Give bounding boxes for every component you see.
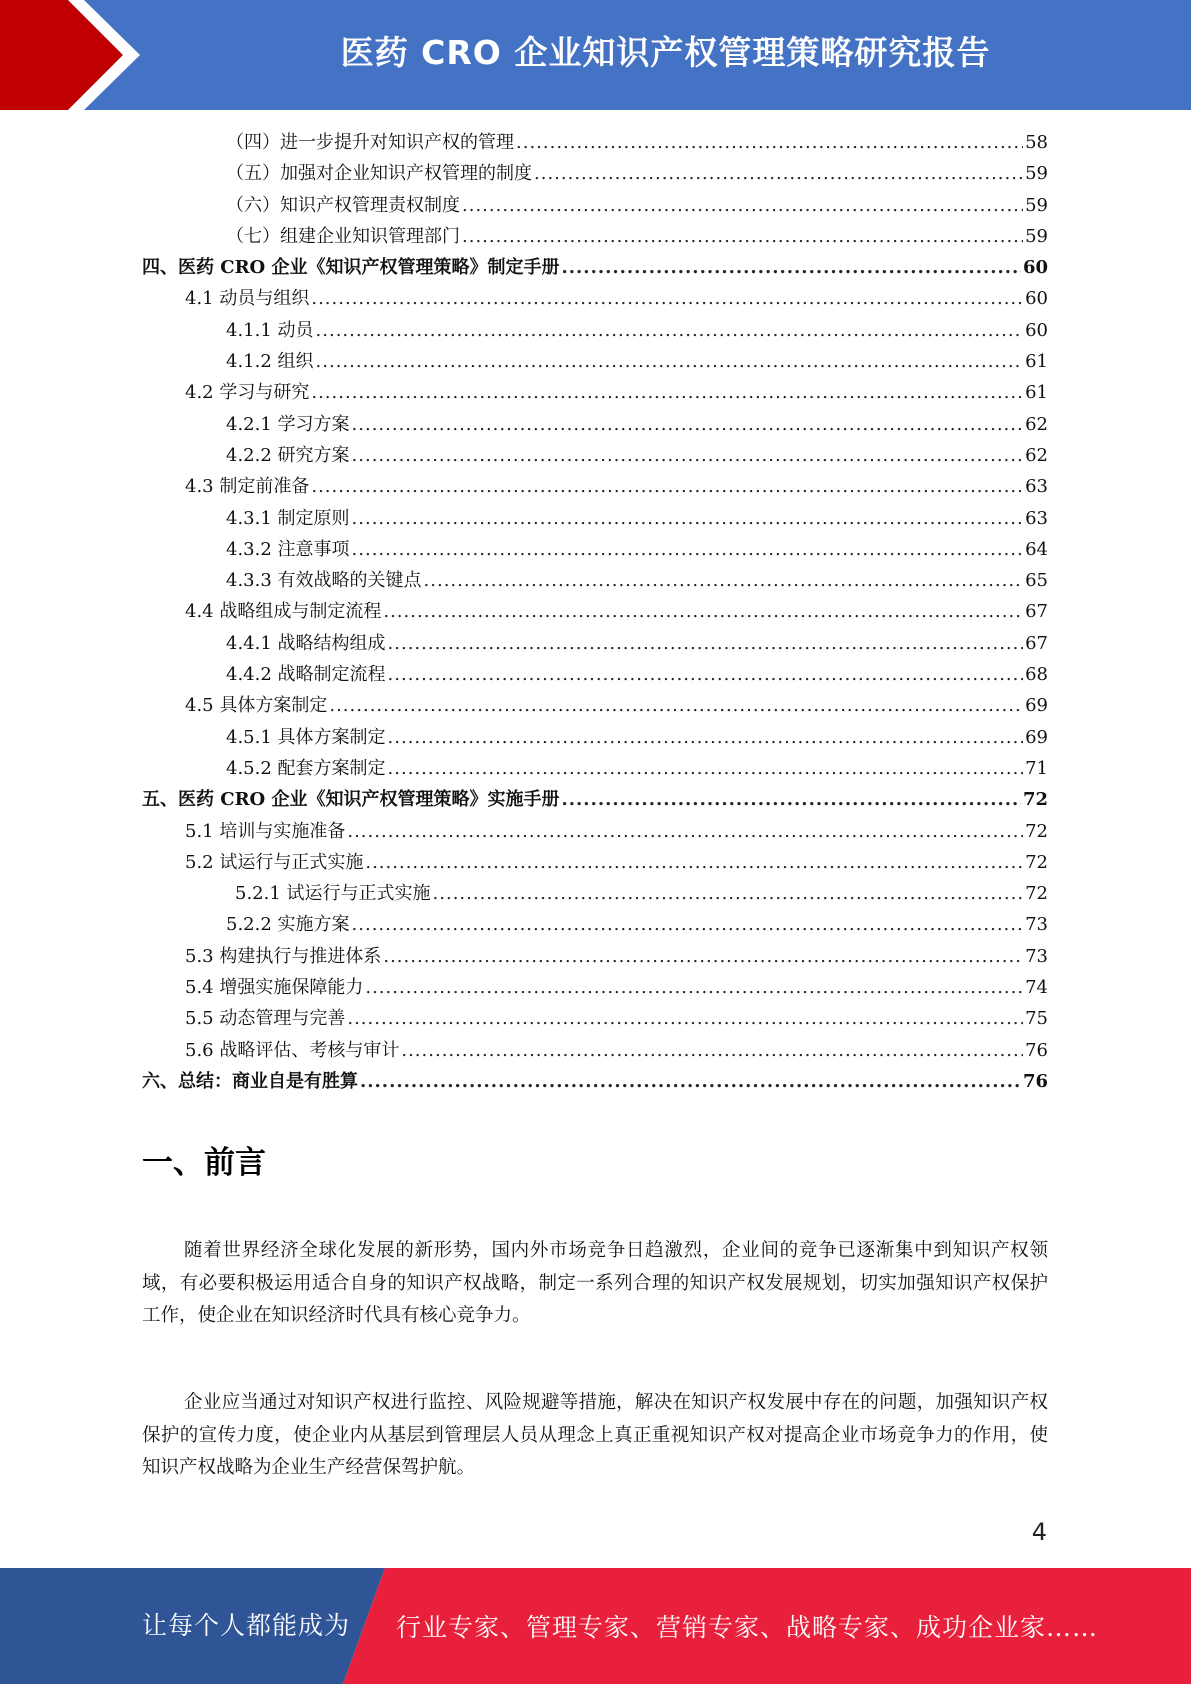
toc-entry-label: 五、医药 CRO 企业《知识产权管理策略》实施手册 (142, 789, 560, 811)
toc-dot-leader (462, 195, 1023, 216)
toc-dot-leader (534, 163, 1023, 184)
toc-dot-leader (462, 226, 1023, 247)
toc-entry-label: 5.2 试运行与正式实施 (185, 851, 364, 873)
toc-entry-label: 5.2.1 试运行与正式实施 (235, 883, 431, 905)
toc-entry[interactable] (142, 472, 1048, 503)
toc-entry-label: 4.5.2 配套方案制定 (226, 757, 386, 779)
toc-entry[interactable] (142, 128, 1048, 159)
toc-entry-page: 59 (1025, 194, 1048, 216)
toc-dot-leader (365, 977, 1023, 998)
toc-dot-leader (316, 351, 1024, 372)
toc-entry-page: 73 (1025, 914, 1048, 936)
toc-dot-leader (365, 852, 1023, 873)
toc-entry-page: 76 (1025, 1039, 1048, 1061)
toc-dot-leader (388, 633, 1024, 654)
toc-entry-label: 5.2.2 实施方案 (226, 914, 350, 936)
toc-entry[interactable] (142, 817, 1048, 848)
toc-entry-label: 4.2.1 学习方案 (226, 413, 350, 435)
toc-entry-page: 69 (1025, 695, 1048, 717)
toc-entry-page: 59 (1025, 225, 1048, 247)
toc-entry-label: 5.5 动态管理与完善 (185, 1008, 346, 1030)
toc-entry-page: 60 (1025, 288, 1048, 310)
toc-entry-label: 4.5.1 具体方案制定 (226, 726, 386, 748)
toc-entry-page: 59 (1025, 163, 1048, 185)
toc-dot-leader (388, 758, 1024, 779)
toc-entry-label: 六、总结：商业自是有胜算 (142, 1070, 358, 1092)
toc-entry-label: 4.1 动员与组织 (185, 288, 310, 310)
toc-entry-page: 67 (1025, 632, 1048, 654)
toc-dot-leader (316, 320, 1024, 341)
toc-entry-page: 69 (1025, 726, 1048, 748)
toc-entry-label: 4.4.2 战略制定流程 (226, 664, 386, 686)
toc-entry[interactable] (142, 535, 1048, 566)
toc-entry[interactable] (142, 660, 1048, 691)
table-of-contents (142, 128, 1048, 1098)
toc-entry-page: 72 (1025, 820, 1048, 842)
toc-entry-page: 60 (1025, 319, 1048, 341)
toc-entry[interactable] (142, 1067, 1048, 1098)
toc-entry[interactable] (142, 942, 1048, 973)
paragraph-2: 企业应当通过对知识产权进行监控、风险规避等措施，解决在知识产权发展中存在的问题，加强知识产权保护的宣传力度，使企业内从基层到管理层人员从理念上真正重视知识产权对提高企业市场竞争力的作用，使知识产权战略为企业生产经营保驾护航。 (142, 1392, 1048, 1478)
toc-entry-page: 65 (1025, 570, 1048, 592)
toc-dot-leader (352, 414, 1024, 435)
toc-entry[interactable] (142, 879, 1048, 910)
toc-entry[interactable] (142, 1004, 1048, 1035)
toc-entry-label: （四）进一步提升对知识产权的管理 (226, 132, 514, 153)
toc-dot-leader (383, 946, 1023, 967)
toc-entry-label: 5.6 战略评估、考核与审计 (185, 1039, 400, 1061)
toc-dot-leader (562, 257, 1021, 278)
toc-entry-page: 72 (1025, 851, 1048, 873)
toc-entry-label: 5.3 构建执行与推进体系 (185, 945, 382, 967)
footer-slogan-right: 行业专家、管理专家、营销专家、战略专家、成功企业家…… (396, 1613, 1099, 1642)
toc-dot-leader (347, 821, 1023, 842)
toc-dot-leader (352, 914, 1024, 935)
toc-entry-label: 4.2.2 研究方案 (226, 444, 350, 466)
toc-entry-label: 4.5 具体方案制定 (185, 695, 328, 717)
toc-entry[interactable] (142, 754, 1048, 785)
toc-entry[interactable] (142, 410, 1048, 441)
toc-dot-leader (516, 132, 1023, 153)
toc-entry[interactable] (142, 566, 1048, 597)
toc-entry-label: 四、医药 CRO 企业《知识产权管理策略》制定手册 (142, 257, 560, 279)
toc-entry-label: 4.4 战略组成与制定流程 (185, 601, 382, 623)
toc-entry-page: 61 (1025, 382, 1048, 404)
toc-dot-leader (424, 570, 1024, 591)
toc-dot-leader (388, 727, 1024, 748)
toc-entry[interactable] (142, 848, 1048, 879)
toc-entry-page: 62 (1025, 413, 1048, 435)
page-footer (0, 1568, 1191, 1684)
toc-entry-label: 5.4 增强实施保障能力 (185, 977, 364, 999)
toc-entry[interactable] (142, 691, 1048, 722)
toc-entry[interactable] (142, 504, 1048, 535)
toc-entry-label: 4.3.3 有效战略的关键点 (226, 570, 422, 592)
toc-entry-page: 62 (1025, 444, 1048, 466)
toc-entry-page: 72 (1025, 883, 1048, 905)
toc-dot-leader (360, 1071, 1021, 1092)
toc-entry[interactable] (142, 191, 1048, 222)
toc-entry-page: 63 (1025, 476, 1048, 498)
toc-dot-leader (401, 1040, 1023, 1061)
toc-entry-page: 58 (1025, 132, 1048, 153)
toc-dot-leader (311, 382, 1023, 403)
toc-dot-leader (347, 1008, 1023, 1029)
toc-entry[interactable] (142, 629, 1048, 660)
toc-entry[interactable] (142, 441, 1048, 472)
toc-dot-leader (311, 476, 1023, 497)
toc-entry[interactable] (142, 316, 1048, 347)
toc-entry-label: （五）加强对企业知识产权管理的制度 (226, 163, 532, 185)
toc-entry-label: 4.2 学习与研究 (185, 382, 310, 404)
toc-entry-page: 64 (1025, 538, 1048, 560)
toc-dot-leader (311, 288, 1023, 309)
toc-entry-page: 73 (1025, 945, 1048, 967)
toc-dot-leader (388, 664, 1024, 685)
toc-entry-page: 74 (1025, 977, 1048, 999)
toc-entry-label: 4.3 制定前准备 (185, 476, 310, 498)
toc-entry[interactable] (142, 973, 1048, 1004)
toc-entry-page: 76 (1022, 1070, 1048, 1092)
toc-entry-page: 60 (1022, 257, 1048, 279)
toc-entry-page: 75 (1025, 1008, 1048, 1030)
toc-entry-label: 5.1 培训与实施准备 (185, 820, 346, 842)
toc-dot-leader (352, 508, 1024, 529)
toc-entry[interactable] (142, 723, 1048, 754)
toc-entry-label: 4.1.2 组织 (226, 351, 314, 373)
toc-entry[interactable] (142, 284, 1048, 315)
footer-slogan-left: 让每个人都能成为 (142, 1611, 351, 1640)
toc-entry-label: 4.3.2 注意事项 (226, 538, 350, 560)
toc-entry[interactable] (142, 222, 1048, 253)
toc-dot-leader (352, 539, 1024, 560)
toc-entry-label: 4.4.1 战略结构组成 (226, 632, 386, 654)
toc-entry-label: 4.3.1 制定原则 (226, 507, 350, 529)
toc-entry-page: 63 (1025, 507, 1048, 529)
toc-entry-page: 71 (1025, 757, 1048, 779)
toc-dot-leader (329, 695, 1023, 716)
toc-entry-page: 68 (1025, 664, 1048, 686)
section-heading: 一、前言 (142, 1145, 266, 1181)
toc-entry[interactable] (142, 253, 1048, 284)
toc-entry[interactable] (142, 159, 1048, 190)
toc-entry[interactable] (142, 785, 1048, 816)
toc-entry[interactable] (142, 910, 1048, 941)
toc-dot-leader (562, 789, 1021, 810)
toc-entry-label: （七）组建企业知识管理部门 (226, 225, 460, 247)
report-title: 医药 CRO 企业知识产权管理策略研究报告 (340, 33, 991, 72)
paragraph-1: 随着世界经济全球化发展的新形势，国内外市场竞争日趋激烈，企业间的竞争已逐渐集中到知识产权领域，有必要积极运用适合自身的知识产权战略，制定一系列合理的知识产权发展规划，切实加强知识产权保护工作，使企业在知识经济时代具有核心竞争力。 (142, 1240, 1048, 1326)
toc-dot-leader (383, 601, 1023, 622)
toc-entry-label: （六）知识产权管理责权制度 (226, 194, 460, 216)
toc-entry[interactable] (142, 1036, 1048, 1067)
toc-entry-page: 67 (1025, 601, 1048, 623)
toc-entry[interactable] (142, 378, 1048, 409)
toc-dot-leader (433, 883, 1024, 904)
toc-entry[interactable] (142, 597, 1048, 628)
page-number: 4 (1031, 1518, 1047, 1546)
toc-entry-label: 4.1.1 动员 (226, 319, 314, 341)
page-header (0, 0, 1191, 110)
toc-entry-page: 72 (1022, 789, 1048, 811)
toc-entry-page: 61 (1025, 351, 1048, 373)
header-arrow-decoration (0, 0, 160, 110)
toc-entry[interactable] (142, 347, 1048, 378)
toc-dot-leader (352, 445, 1024, 466)
